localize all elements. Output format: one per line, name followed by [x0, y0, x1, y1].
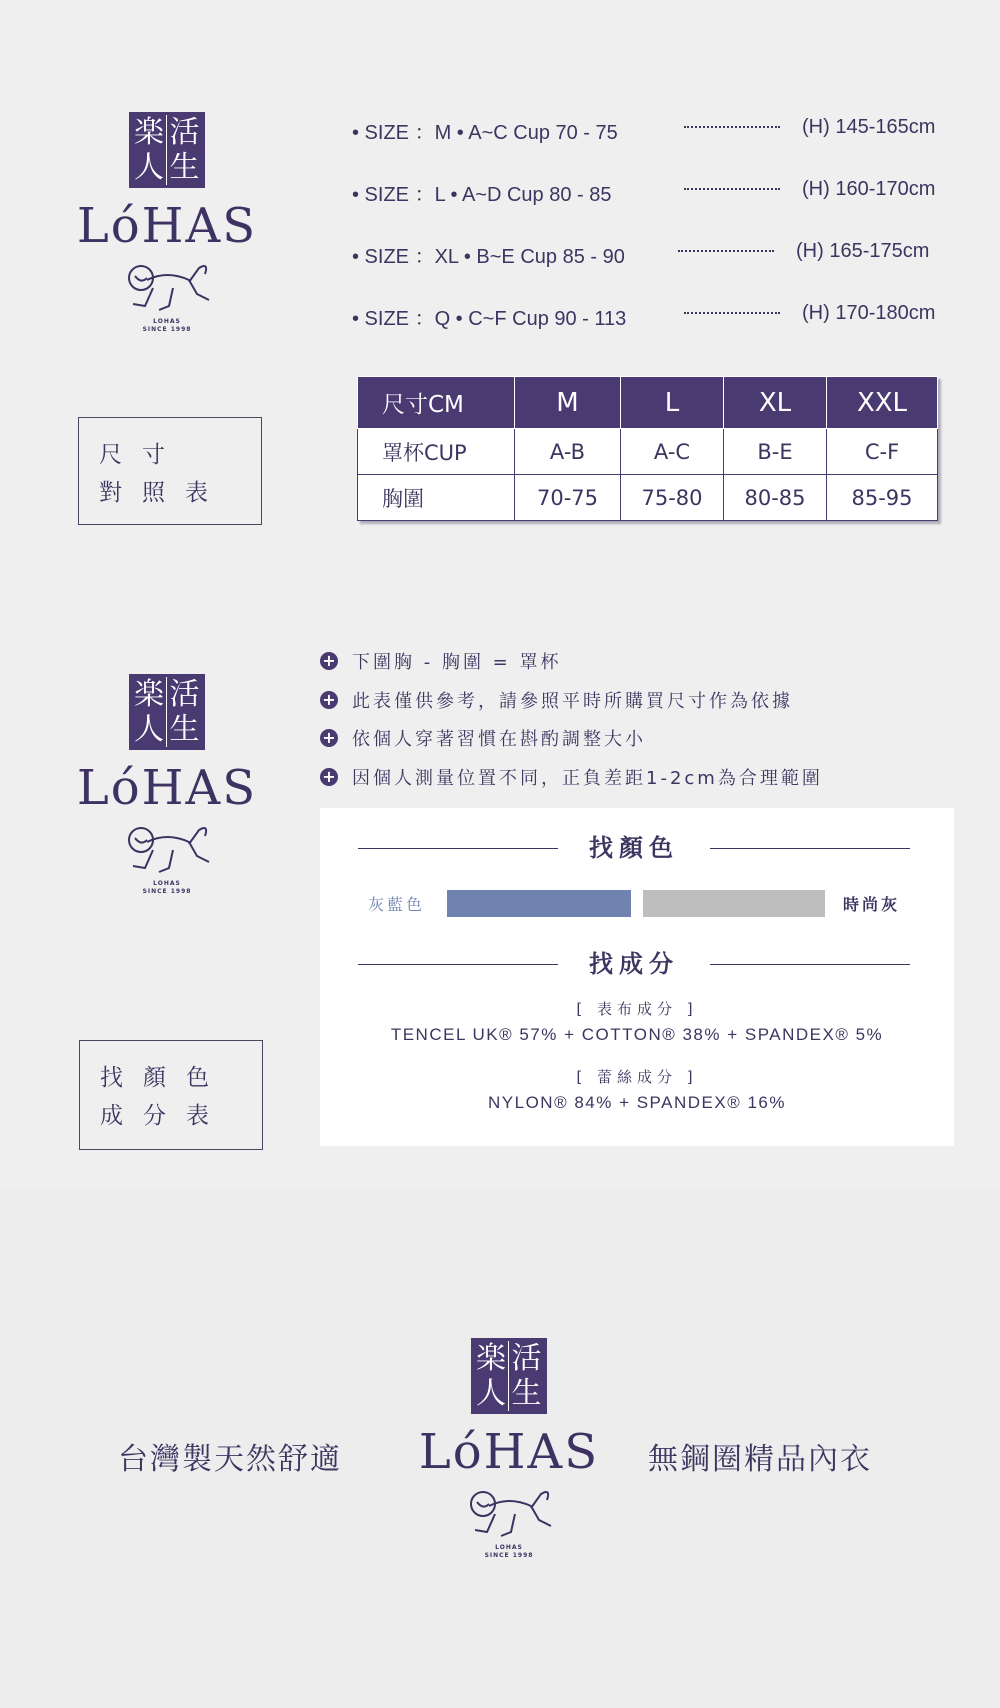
- composition-heading: [358, 946, 910, 982]
- list-item: [320, 681, 823, 720]
- footer-slogan-left: 台灣製天然舒適: [118, 1442, 342, 1477]
- badge-char: 活: [169, 115, 200, 150]
- footer-slogan-right: 無鋼圈精品內衣: [648, 1442, 872, 1477]
- badge-char: 人: [132, 712, 167, 747]
- fabric-composition: TENCEL UK® 57% + COTTON® 38% + SPANDEX® 5%: [390, 1025, 884, 1044]
- logo-tagline: LOHAS: [153, 880, 181, 887]
- color-material-card: [320, 808, 954, 1146]
- table-cell: A-B: [515, 429, 621, 475]
- table-cell: 85-95: [827, 475, 938, 521]
- lion-icon: [117, 258, 217, 318]
- table-cell: XL: [724, 377, 827, 429]
- logo-since: SINCE 1998: [142, 888, 192, 895]
- color-name-left: 灰藍色: [368, 895, 426, 914]
- badge-char: 楽: [132, 677, 167, 712]
- table-cell: 胸圍: [358, 475, 515, 521]
- size-spec: • SIZE ：M • A~C Cup 70 - 75: [352, 122, 618, 144]
- lion-icon: [459, 1484, 559, 1544]
- fabric-label: [ 表布成分 ]: [576, 1000, 698, 1018]
- table-cell: 尺寸CM: [358, 377, 515, 429]
- heading-text: 找成分: [589, 950, 679, 978]
- table-row: [358, 429, 938, 475]
- color-swatch-gray: [643, 890, 825, 917]
- lohas-logo: [414, 1338, 604, 1560]
- logo-tagline: LOHAS: [495, 1544, 523, 1551]
- plus-icon: +: [320, 691, 338, 709]
- size-line: [352, 240, 952, 269]
- logo-wordmark: LóHAS: [76, 760, 258, 816]
- divider: [710, 964, 910, 965]
- leader-dots: [684, 188, 780, 190]
- lohas-logo: [72, 112, 262, 334]
- table-cell: M: [515, 377, 621, 429]
- color-heading: [358, 830, 910, 866]
- label-line: 尺寸: [99, 442, 185, 468]
- plus-icon: +: [320, 768, 338, 786]
- leader-dots: [684, 126, 780, 128]
- size-spec: • SIZE ：Q • C~F Cup 90 - 113: [352, 308, 627, 330]
- logo-tagline: LOHAS: [153, 318, 181, 325]
- label-line: 成分表: [100, 1103, 229, 1129]
- color-material-label-box: [79, 1040, 263, 1150]
- table-cell: C-F: [827, 429, 938, 475]
- badge-char: 生: [169, 712, 200, 747]
- table-cell: 70-75: [515, 475, 621, 521]
- list-item: [320, 758, 823, 797]
- note-text: 依個人穿著習慣在斟酌調整大小: [352, 729, 646, 751]
- color-name-right: 時尚灰: [843, 895, 901, 914]
- note-text: 下圍胸 - 胸圍 = 罩杯: [352, 652, 562, 674]
- table-cell: 罩杯CUP: [358, 429, 515, 475]
- badge-char: 楽: [132, 115, 167, 150]
- table-header-row: [358, 377, 938, 429]
- note-text: 因個人測量位置不同，正負差距1-2cm為合理範圍: [352, 767, 823, 789]
- label-line: 找顏色: [100, 1065, 229, 1091]
- height-range: (H) 170-180cm: [802, 302, 936, 324]
- divider: [710, 848, 910, 849]
- logo-badge: [129, 674, 205, 750]
- size-spec: • SIZE ：L • A~D Cup 80 - 85: [352, 184, 612, 206]
- notes-list: [320, 642, 823, 796]
- lion-icon: [117, 820, 217, 880]
- note-text: 此表僅供參考，請參照平時所購買尺寸作為依據: [352, 690, 793, 712]
- color-swatch-blue-gray: [447, 890, 631, 917]
- badge-char: 人: [132, 150, 167, 185]
- table-cell: L: [621, 377, 724, 429]
- size-line: [352, 116, 952, 145]
- heading-text: 找顏色: [589, 834, 679, 862]
- badge-char: 活: [169, 677, 200, 712]
- plus-icon: +: [320, 652, 338, 670]
- logo-wordmark: LóHAS: [418, 1424, 600, 1480]
- size-table: [357, 376, 938, 521]
- logo-badge: [129, 112, 205, 188]
- height-range: (H) 165-175cm: [796, 240, 930, 262]
- leader-dots: [684, 312, 780, 314]
- size-spec: • SIZE ：XL • B~E Cup 85 - 90: [352, 246, 625, 268]
- table-cell: 80-85: [724, 475, 827, 521]
- badge-char: 生: [169, 150, 200, 185]
- height-range: (H) 160-170cm: [802, 178, 936, 200]
- badge-char: 生: [511, 1376, 542, 1411]
- logo-since: SINCE 1998: [142, 326, 192, 333]
- table-cell: 75-80: [621, 475, 724, 521]
- table-cell: A-C: [621, 429, 724, 475]
- logo-wordmark: LóHAS: [76, 198, 258, 254]
- size-line: [352, 302, 952, 331]
- list-item: [320, 719, 823, 758]
- logo-badge: [471, 1338, 547, 1414]
- table-cell: XXL: [827, 377, 938, 429]
- plus-icon: +: [320, 729, 338, 747]
- logo-since: SINCE 1998: [484, 1552, 534, 1559]
- size-line: [352, 178, 952, 207]
- list-item: [320, 642, 823, 681]
- badge-char: 人: [474, 1376, 509, 1411]
- height-range: (H) 145-165cm: [802, 116, 936, 138]
- table-cell: B-E: [724, 429, 827, 475]
- badge-char: 活: [511, 1341, 542, 1376]
- table-row: [358, 475, 938, 521]
- lohas-logo: [72, 674, 262, 896]
- badge-char: 楽: [474, 1341, 509, 1376]
- lace-label: [ 蕾絲成分 ]: [576, 1068, 698, 1086]
- label-line: 對照表: [99, 480, 228, 506]
- size-chart-label-box: [78, 417, 262, 525]
- leader-dots: [678, 250, 774, 252]
- lace-composition: NYLON® 84% + SPANDEX® 16%: [488, 1093, 786, 1112]
